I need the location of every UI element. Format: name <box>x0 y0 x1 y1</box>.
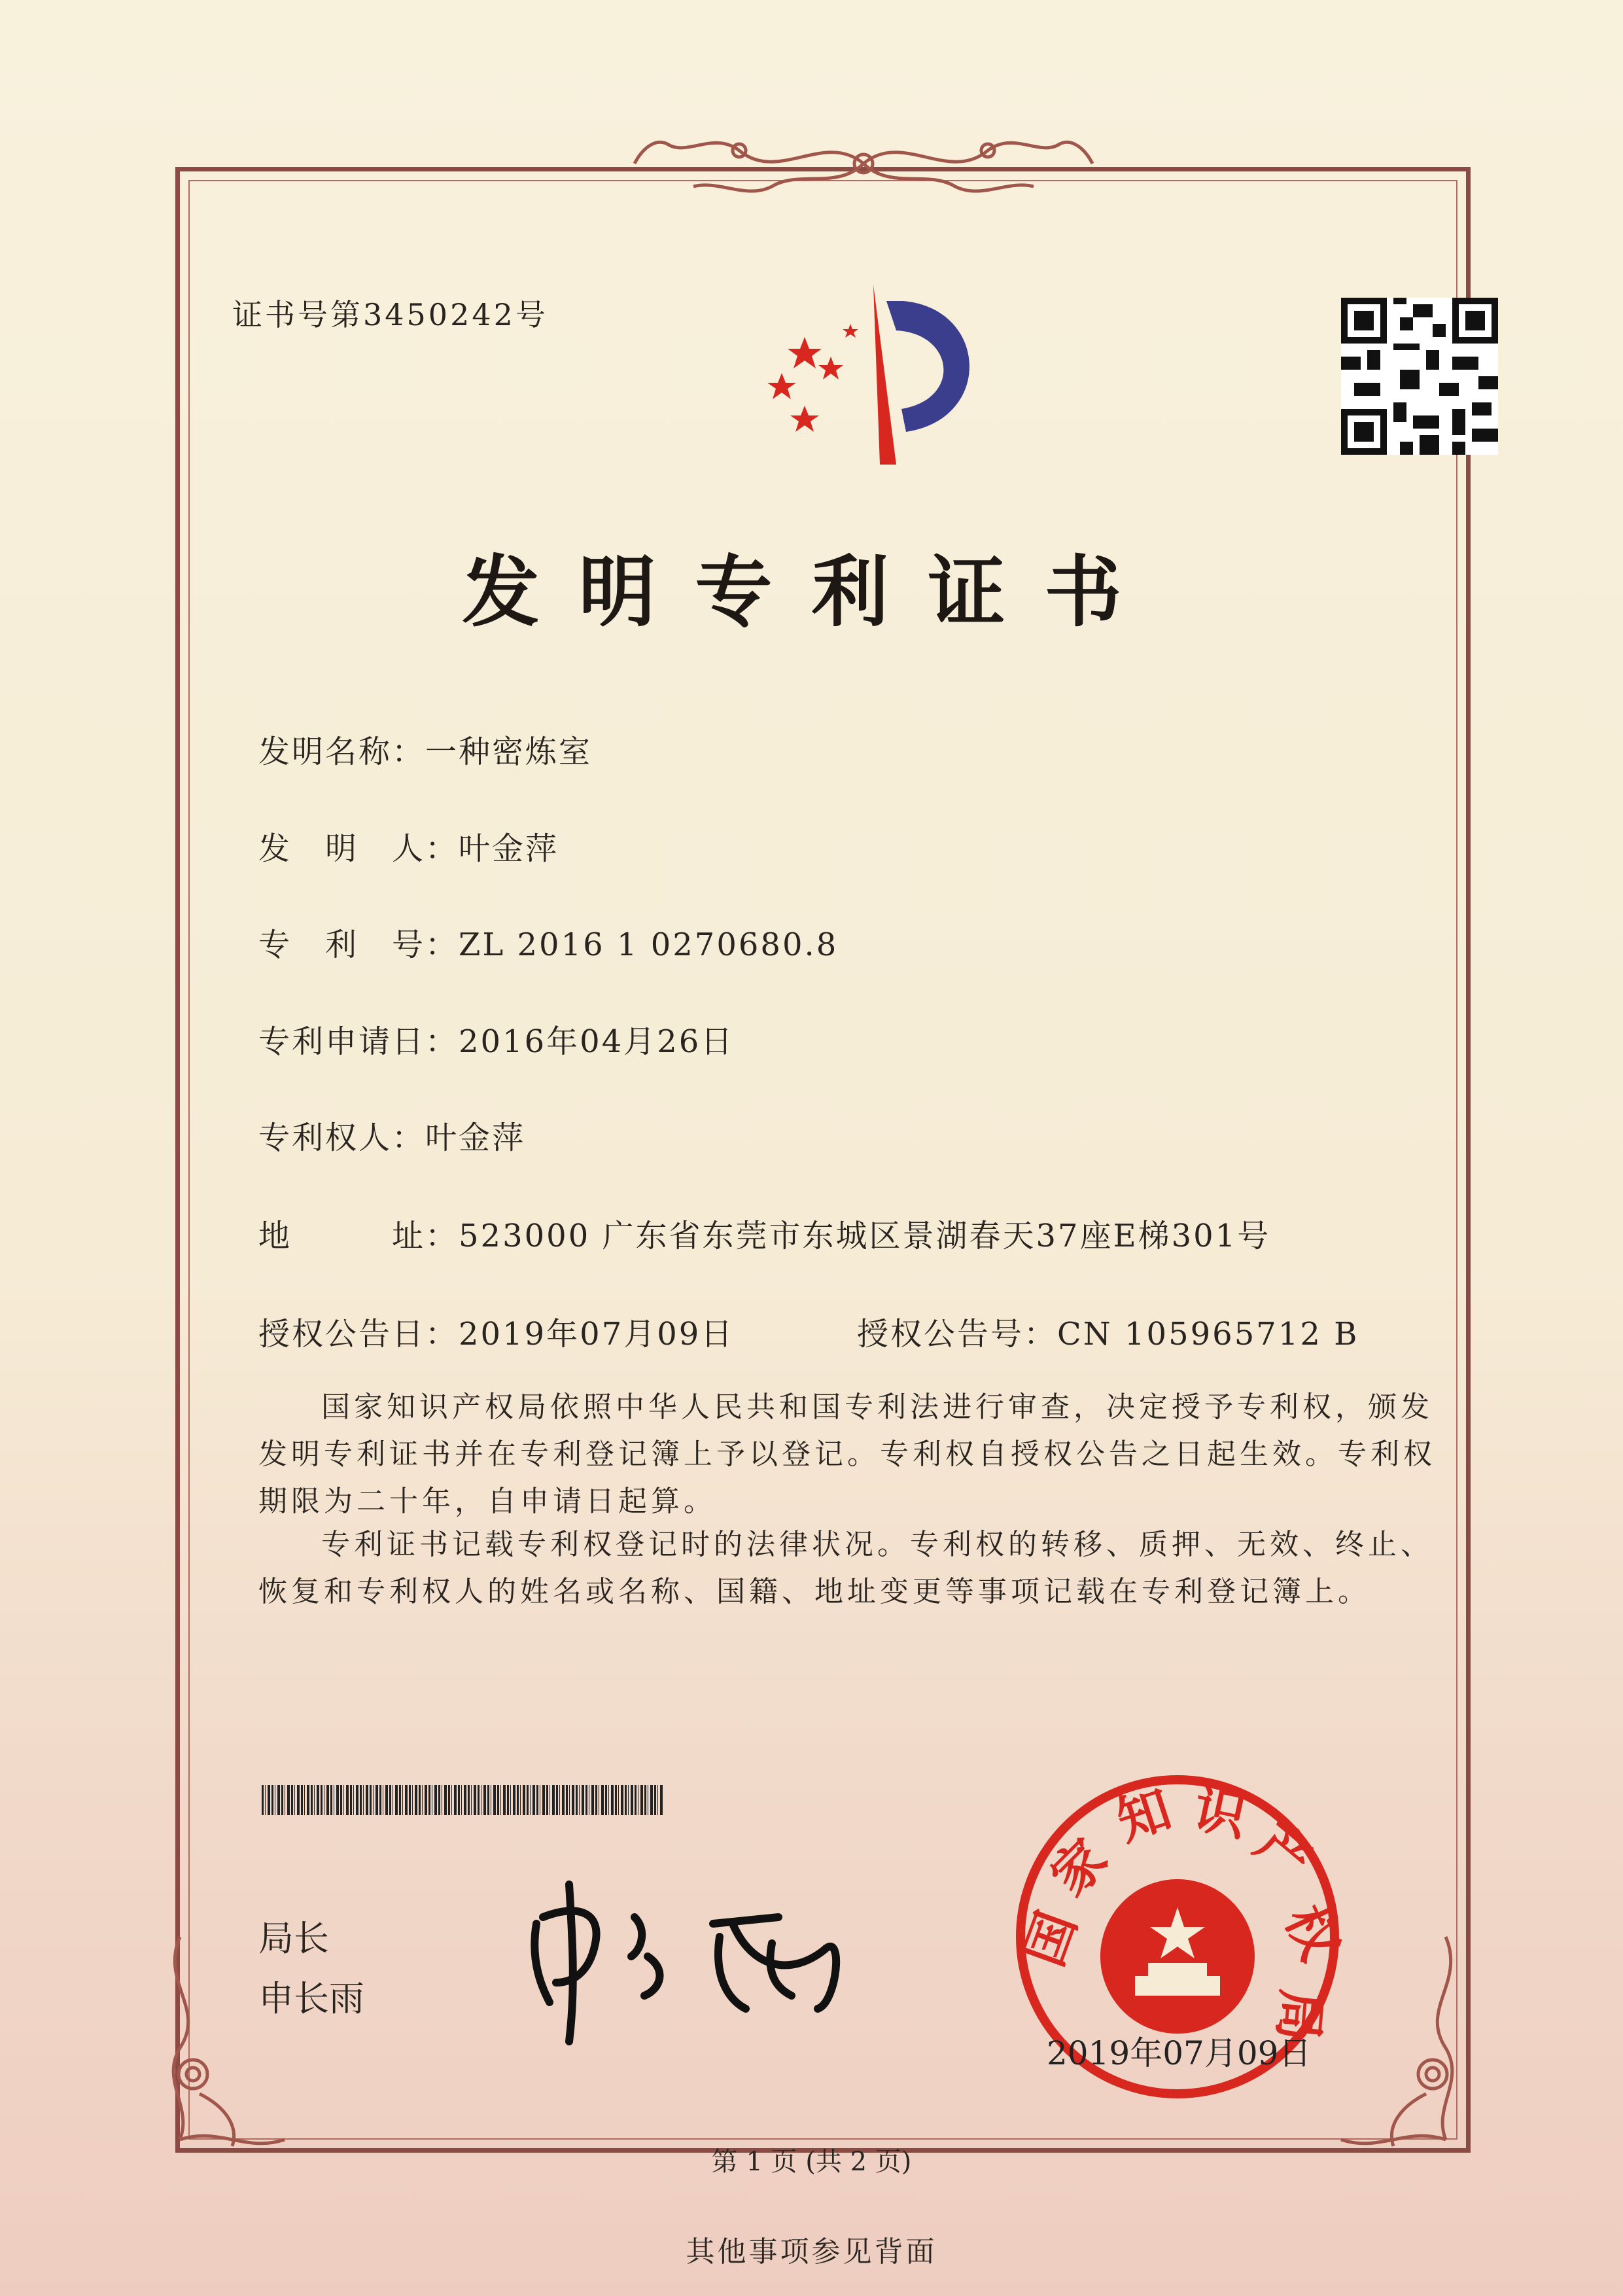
field-label: 专 利 号： <box>258 927 459 963</box>
field-value: ZL 2016 1 0270680.8 <box>459 927 839 963</box>
field-label: 发 明 人： <box>258 830 459 867</box>
paragraph-legal-status: 专利证书记载专利权登记时的法律状况。专利权的转移、质押、无效、终止、恢复和专利权人的姓名或名称、国籍、地址变更等事项记载在专利登记簿上。 <box>258 1528 1433 1608</box>
field-publication-number <box>857 1309 1359 1354</box>
barcode-icon <box>262 1785 664 1815</box>
field-patent-number <box>258 919 838 964</box>
field-label: 发明名称： <box>258 733 426 770</box>
field-value: 叶金萍 <box>425 1120 526 1156</box>
field-label: 专利申请日： <box>258 1023 459 1060</box>
field-label: 授权公告号： <box>857 1316 1058 1352</box>
seal-date: 2019年07月09日 <box>1047 2034 1312 2072</box>
field-address <box>258 1210 1270 1256</box>
field-value: 叶金萍 <box>459 830 559 867</box>
back-note: 其他事项参见背面 <box>686 2235 937 2269</box>
field-invention-name <box>258 726 592 771</box>
director-title: 局长 <box>258 1918 329 1959</box>
qr-code-icon <box>1341 298 1498 455</box>
page-indicator: 第 1 页 (共 2 页) <box>711 2147 912 2177</box>
field-application-date <box>258 1016 734 1061</box>
field-value: 2016年04月26日 <box>459 1023 735 1060</box>
field-value: 523000 广东省东莞市东城区景湖春天37座E梯301号 <box>459 1218 1271 1254</box>
svg-text:产: 产 <box>1244 1811 1324 1893</box>
svg-text:家: 家 <box>1038 1827 1119 1908</box>
svg-text:国: 国 <box>1012 1903 1089 1974</box>
svg-text:局: 局 <box>1266 1987 1333 2045</box>
field-label: 地 址： <box>258 1218 459 1254</box>
certificate-title: 发明专利证书 <box>462 547 1161 637</box>
field-grant-date <box>258 1309 734 1354</box>
certificate-number: 证书号第3450242号 <box>232 297 548 332</box>
field-value: CN 105965712 B <box>1057 1316 1359 1352</box>
field-value: 2019年07月09日 <box>459 1316 735 1352</box>
bottom-left-ornament-icon <box>154 1930 311 2166</box>
field-inventor <box>258 823 559 868</box>
top-ornament-icon <box>628 124 1099 203</box>
signature-icon <box>517 1878 870 2048</box>
field-value: 一种密炼室 <box>425 733 593 770</box>
svg-text:识: 识 <box>1188 1776 1253 1848</box>
director-name: 申长雨 <box>258 1978 364 2019</box>
field-label: 授权公告日： <box>258 1316 459 1352</box>
svg-text:权: 权 <box>1273 1896 1352 1969</box>
field-patentee <box>258 1112 525 1157</box>
paragraph-grant-notice: 国家知识产权局依照中华人民共和国专利法进行审查，决定授予专利权，颁发发明专利证书并在专利登记簿上予以登记。专利权自授权公告之日起生效。专利权期限为二十年，自申请日起算。 <box>258 1390 1436 1518</box>
svg-text:知: 知 <box>1109 1777 1179 1853</box>
patent-office-logo-icon <box>746 275 994 471</box>
field-label: 专利权人： <box>258 1120 426 1156</box>
